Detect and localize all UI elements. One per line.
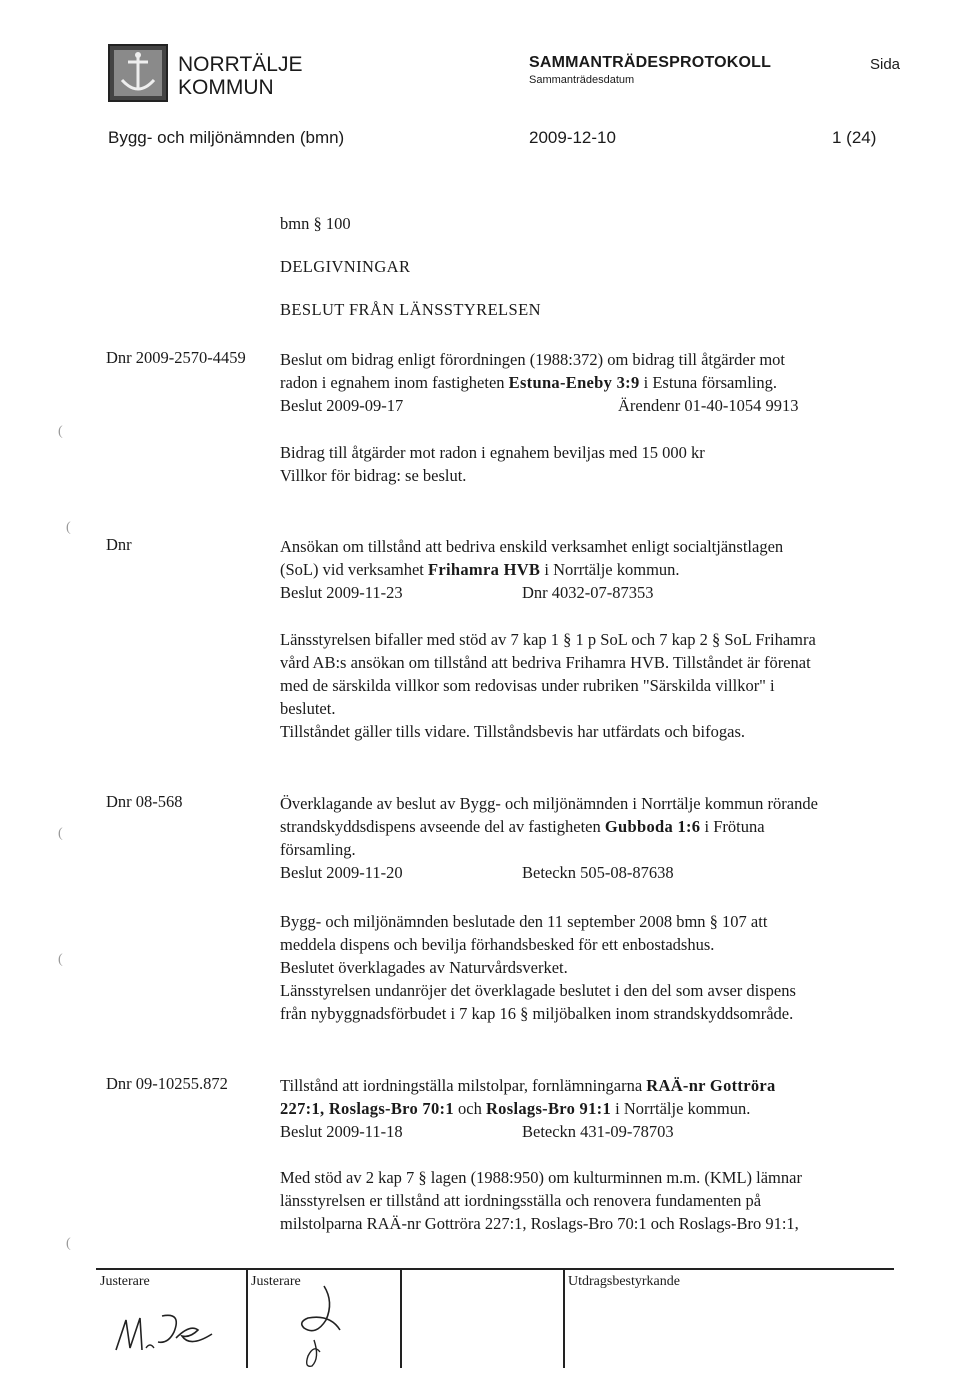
item-2-line: Beslut 2009-11-23 Dnr 4032-07-87353 — [280, 583, 654, 602]
property-name: Estuna-Eneby 3:9 — [508, 373, 640, 392]
item-4-line: 227:1, Roslags-Bro 70:1 och Roslags-Bro 91:1 i Norrtälje kommun. — [280, 1099, 751, 1118]
meeting-date: 2009-12-10 — [529, 128, 616, 147]
item-4-line: Tillstånd att iordningställa milstolpar, fornlämningarna RAÄ-nr Gottröra — [280, 1076, 776, 1095]
item-2-line: (SoL) vid verksamhet Frihamra HVB i Norrtälje kommun. — [280, 560, 680, 579]
protocol-subtitle: Sammanträdesdatum — [529, 74, 635, 86]
org-name-line1: NORRTÄLJE — [178, 53, 303, 76]
monument-name: RAÄ-nr Gottröra — [646, 1076, 776, 1095]
item-1-decision — [280, 441, 705, 487]
item-4-decision-line: milstolparna RAÄ-nr Gottröra 227:1, Roslags-Bro 70:1 och Roslags-Bro 91:1, — [280, 1214, 799, 1233]
footer-divider — [400, 1268, 402, 1368]
item-4-dnr: Dnr 09-10255.872 — [106, 1074, 228, 1093]
item-2-decision-line: vård AB:s ansökan om tillstånd att bedriva Frihamra HVB. Tillståndet är förenat — [280, 653, 811, 672]
item-4-decision-line: Med stöd av 2 kap 7 § lagen (1988:950) om kulturminnen m.m. (KML) lämnar — [280, 1168, 802, 1187]
section-subheading: BESLUT FRÅN LÄNSSTYRELSEN — [280, 300, 541, 319]
committee-name: Bygg- och miljönämnden (bmn) — [108, 128, 345, 147]
item-4-decision — [280, 1166, 802, 1235]
item-4-text — [280, 1074, 776, 1143]
item-3-line: Överklagande av beslut av Bygg- och miljönämnden i Norrtälje kommun rörande — [280, 794, 818, 813]
item-3-line: Beslut 2009-11-20 Beteckn 505-08-87638 — [280, 863, 674, 882]
footer-rule — [96, 1268, 894, 1270]
item-2-line: Ansökan om tillstånd att bedriva enskild verksamhet enligt socialtjänstlagen — [280, 537, 784, 556]
property-name: Gubboda 1:6 — [604, 817, 701, 836]
item-1-line: Beslut om bidrag enligt förordningen (1988:372) om bidrag till åtgärder mot — [280, 350, 785, 369]
facility-name: Frihamra HVB — [428, 560, 541, 579]
item-3-line: församling. — [280, 840, 356, 859]
item-1-decision-line: Villkor för bidrag: se beslut. — [280, 466, 467, 485]
footer-adjuster-1-label: Justerare — [100, 1274, 150, 1289]
item-3-line: strandskyddsdispens avseende del av fastigheten Gubboda 1:6 i Frötuna — [280, 817, 765, 836]
item-3-decision-line: Länsstyrelsen undanröjer det överklagade beslutet i den del som avser dispens — [280, 981, 796, 1000]
item-3-decision-line: meddela dispens och bevilja förhandsbesked för ett enbostadshus. — [280, 935, 715, 954]
item-2-text — [280, 535, 783, 604]
municipality-crest-logo — [108, 44, 168, 102]
margin-mark: ( — [66, 520, 71, 535]
footer-divider — [563, 1268, 565, 1368]
item-1-text — [280, 348, 799, 417]
paragraph-number: bmn § 100 — [280, 214, 351, 233]
margin-mark: ( — [66, 1236, 71, 1251]
item-3-dnr: Dnr 08-568 — [106, 792, 183, 811]
org-name-line2: KOMMUN — [178, 76, 274, 99]
margin-mark: ( — [58, 424, 63, 439]
item-1-line: Beslut 2009-09-17 Ärendenr 01-40-1054 9913 — [280, 396, 799, 415]
protocol-title: SAMMANTRÄDESPROTOKOLL — [529, 54, 772, 71]
item-3-decision-line: Bygg- och miljönämnden beslutade den 11 september 2008 bmn § 107 att — [280, 912, 768, 931]
item-1-decision-line: Bidrag till åtgärder mot radon i egnahem beviljas med 15 000 kr — [280, 443, 705, 462]
item-3-decision-line: från nybyggnadsförbudet i 7 kap 16 § miljöbalken inom strandskyddsområde. — [280, 1004, 794, 1023]
section-heading: DELGIVNINGAR — [280, 257, 411, 276]
item-2-decision-line: Tillståndet gäller tills vidare. Tillståndsbevis har utfärdats och bifogas. — [280, 722, 746, 741]
signature-initials-1 — [112, 1298, 222, 1358]
item-2-decision — [280, 628, 816, 743]
margin-mark: ( — [58, 826, 63, 841]
item-1-dnr: Dnr 2009-2570-4459 — [106, 348, 246, 367]
page-label: Sida — [870, 56, 901, 73]
item-2-dnr: Dnr — [106, 535, 132, 554]
item-2-decision-line: beslutet. — [280, 699, 336, 718]
item-2-decision-line: Länsstyrelsen bifaller med stöd av 7 kap 1 § 1 p SoL och 7 kap 2 § SoL Frihamra — [280, 630, 816, 649]
item-3-text — [280, 792, 818, 884]
signature-initials-2 — [290, 1282, 360, 1370]
footer-certification-label: Utdragsbestyrkande — [568, 1274, 680, 1289]
item-1-line: radon i egnahem inom fastigheten Estuna-Eneby 3:9 i Estuna församling. — [280, 373, 777, 392]
margin-mark: ( — [58, 952, 63, 967]
page-number: 1 (24) — [832, 128, 877, 147]
footer-divider — [246, 1268, 248, 1368]
item-3-decision — [280, 910, 796, 1025]
item-2-decision-line: med de särskilda villkor som redovisas under rubriken "Särskilda villkor" i — [280, 676, 775, 695]
item-3-decision-line: Beslutet överklagades av Naturvårdsverket. — [280, 958, 568, 977]
item-4-decision-line: länsstyrelsen er tillstånd att iordningsställa och renovera fundamenten på — [280, 1191, 762, 1210]
footer-adjuster-2-label: Justerare — [251, 1274, 301, 1289]
item-4-line: Beslut 2009-11-18 Beteckn 431-09-78703 — [280, 1122, 674, 1141]
